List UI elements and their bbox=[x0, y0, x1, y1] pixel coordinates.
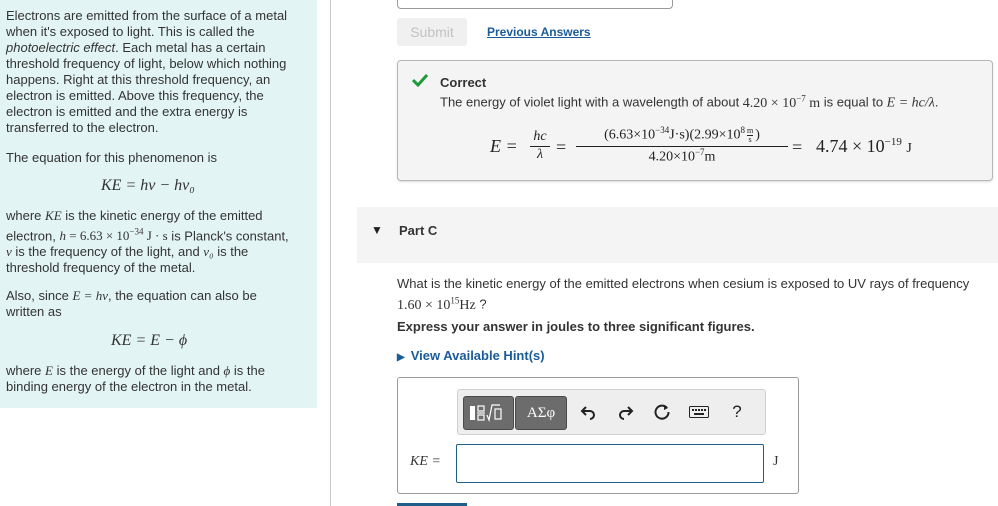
keyboard-icon[interactable] bbox=[687, 401, 711, 423]
part-title: Part C bbox=[399, 223, 438, 238]
ke-label: KE = bbox=[410, 454, 441, 469]
part-c-header[interactable] bbox=[357, 207, 998, 263]
question-text: What is the kinetic energy of the emitted electrons when cesium is exposed to UV rays of frequency $1.60 \times 10^{15}Hz$ ? bbox=[397, 276, 970, 313]
energy-paragraph: where E is the energy of the light and ϕ is the binding energy of the electron in the metal. bbox=[6, 363, 265, 394]
correct-feedback bbox=[397, 60, 993, 181]
photoelectric-equation: KE = hν − hν₀ bbox=[101, 177, 195, 194]
templates-button[interactable] bbox=[463, 396, 514, 430]
math-toolbar bbox=[457, 389, 766, 435]
answer-instruction: Express your answer in joules to three significant figures. bbox=[397, 319, 755, 334]
caret-down-icon: ▼ bbox=[371, 223, 383, 237]
answer-box bbox=[397, 377, 799, 494]
correct-label: Correct bbox=[440, 75, 487, 90]
caret-right-icon: ▶ bbox=[397, 352, 405, 363]
info-panel bbox=[0, 0, 317, 408]
submit-button[interactable]: Submit bbox=[397, 18, 467, 46]
greek-symbols-button[interactable]: ΑΣφ bbox=[515, 396, 567, 430]
energy-equation: KE = E − ϕ bbox=[111, 332, 188, 349]
variables-paragraph: where KE is the kinetic energy of the emitted electron, $h = 6.63 \times 10^{-34}$ J · s is Planck's constant, ν is the frequency of the light, and ν₀ is the threshold frequency of the metal. bbox=[6, 208, 289, 276]
equation-intro: The equation for this phenomenon is bbox=[6, 150, 218, 165]
energy-formula: E = hc λ = $(6.63\times 10^{-34}J\cdot s)(2.99\times 10^8$ $\frac{m}{s}$ ) $4.20\times 10^{-7}m$ = $4.74 \times 10^{-19}$ J bbox=[490, 125, 912, 165]
check-icon bbox=[412, 73, 428, 90]
ke-answer-input[interactable] bbox=[456, 444, 764, 483]
view-hints-link[interactable]: ▶ View Available Hint(s) bbox=[397, 348, 545, 363]
reset-icon[interactable] bbox=[650, 401, 674, 423]
alternative-paragraph: Also, since E = hν, the equation can also be written as bbox=[6, 288, 257, 319]
intro-paragraph: Electrons are emitted from the surface of a metal when it's exposed to light. This is called the photoelectric effect. Each metal has a certain threshold frequency of light, below which nothing happens. Right at this threshold frequency, an electron is emitted. Above this frequency, the electron is emitted and the extra energy is transferred to the electron. bbox=[6, 8, 288, 135]
previous-answer-field[interactable] bbox=[397, 0, 673, 9]
undo-icon[interactable] bbox=[576, 401, 600, 423]
redo-icon[interactable] bbox=[614, 401, 638, 423]
column-divider bbox=[330, 0, 331, 506]
fraction-sqrt-icon bbox=[468, 402, 510, 424]
previous-answers-link[interactable]: Previous Answers bbox=[487, 25, 591, 39]
unit-label: J bbox=[773, 454, 779, 469]
help-icon[interactable]: ? bbox=[732, 402, 742, 421]
feedback-text: The energy of violet light with a wavelength of about $4.20 \times 10^{-7}$ m is equal to E = hc/λ. bbox=[440, 93, 939, 111]
